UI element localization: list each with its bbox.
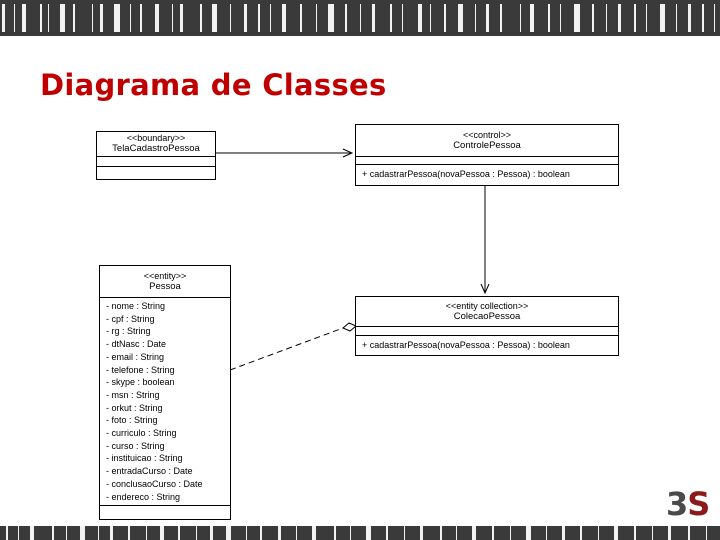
attribute-row: - entradaCurso : Date: [106, 466, 193, 477]
attribute-row: - curso : String: [106, 440, 165, 451]
class-name: ColecaoPessoa: [453, 311, 521, 322]
attribute-row: - msn : String: [106, 389, 160, 400]
class-header: [100, 266, 230, 298]
class-operations-section: [356, 165, 618, 180]
slide-title: Diagrama de Classes: [40, 68, 387, 102]
attribute-row: - curriculo : String: [106, 428, 177, 439]
class-stereotype: <<entity collection>>: [445, 301, 529, 311]
class-operations-section: [100, 506, 230, 512]
class-colecao-pessoa: [355, 296, 619, 356]
class-header: [97, 132, 215, 157]
brand-logo: [666, 487, 709, 521]
attribute-row: - nome : String: [106, 301, 166, 311]
class-attributes-section: [356, 157, 618, 165]
class-name: Pessoa: [149, 281, 181, 292]
class-stereotype: <<boundary>>: [126, 133, 186, 143]
association-controle-colecao: [481, 186, 489, 293]
class-operations-section: [97, 167, 215, 175]
class-attributes-section: [100, 298, 230, 506]
class-header: [356, 297, 618, 327]
class-name: TelaCadastroPessoa: [112, 143, 200, 154]
class-controle-pessoa: [355, 124, 619, 186]
logo-digit: 3: [666, 485, 688, 523]
attribute-row: - instituicao : String: [106, 453, 183, 464]
association-tela-controle: [215, 149, 352, 157]
attribute-row: - telefone : String: [106, 364, 175, 375]
class-attributes-section: [356, 327, 618, 336]
attribute-row: - rg : String: [106, 326, 151, 337]
logo-letter: S: [687, 485, 710, 523]
class-pessoa: [99, 265, 231, 520]
aggregation-pessoa-colecao: [230, 323, 356, 370]
class-header: [356, 125, 618, 157]
attribute-row: - endereco : String: [106, 491, 181, 502]
attribute-row: - foto : String: [106, 415, 158, 426]
class-stereotype: <<entity>>: [143, 271, 187, 281]
class-tela-cadastro-pessoa: [96, 131, 216, 180]
class-stereotype: <<control>>: [462, 130, 512, 140]
class-operations-section: [356, 336, 618, 351]
class-name: ControlePessoa: [453, 140, 521, 151]
attribute-row: - conclusaoCurso : Date: [106, 478, 203, 489]
class-attributes-section: [97, 157, 215, 167]
attribute-row: - cpf : String: [106, 313, 155, 324]
operation: + cadastrarPessoa(novaPessoa : Pessoa) : boolean: [362, 169, 570, 179]
bottom-decorative-bar: [0, 526, 720, 540]
attribute-row: - orkut : String: [106, 402, 163, 413]
attribute-row: - email : String: [106, 351, 165, 362]
attribute-row: - dtNasc : Date: [106, 339, 167, 350]
attribute-row: - skype : boolean: [106, 377, 175, 388]
operation: + cadastrarPessoa(novaPessoa : Pessoa) : boolean: [362, 340, 570, 350]
